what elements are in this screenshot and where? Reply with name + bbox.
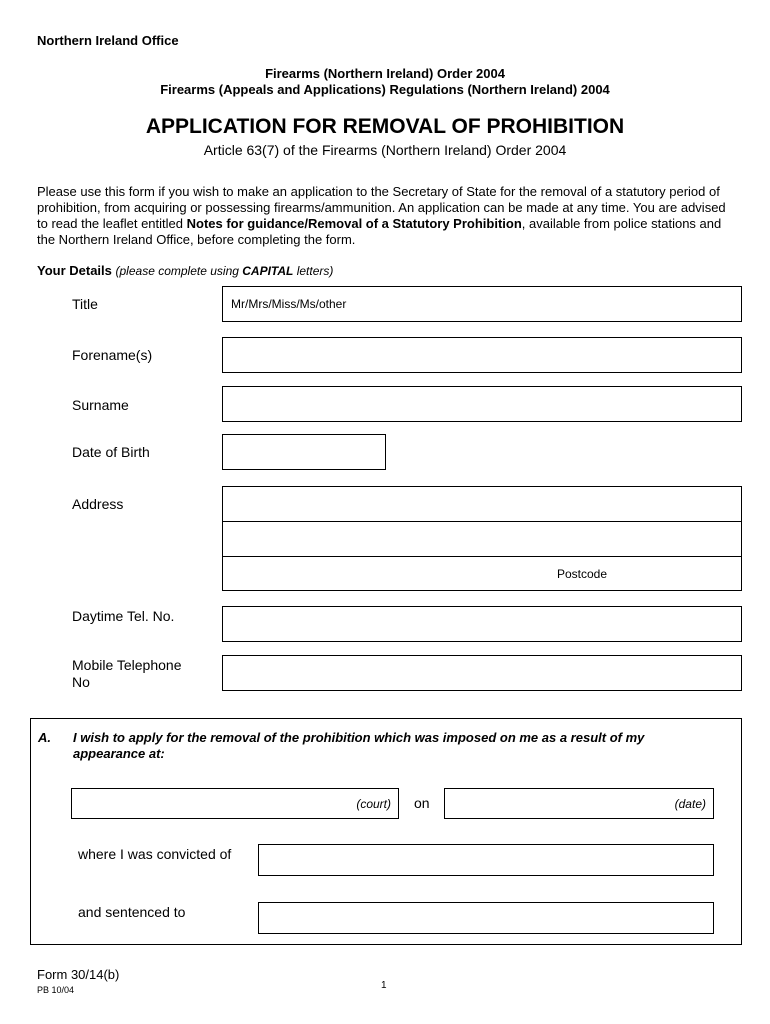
surname-label: Surname xyxy=(72,397,129,413)
postcode-label: Postcode xyxy=(557,567,608,581)
pb-code: PB 10/04 xyxy=(37,985,75,995)
office-name: Northern Ireland Office xyxy=(37,33,179,48)
mobile-label xyxy=(72,657,182,691)
details-hint-caps: CAPITAL xyxy=(242,264,294,278)
details-hint: (please complete using xyxy=(115,264,243,278)
address-line-2[interactable] xyxy=(222,521,742,557)
daytime-tel-field[interactable] xyxy=(222,606,742,642)
intro-text: Please use this form if you wish to make an application to the Secretary of State for the removal of a statutory period of prohibition, from acquiring or possessing firearms/ammunition. An application can be made at any time. You are advised to read the leaflet entitled xyxy=(37,184,726,231)
forename-field[interactable] xyxy=(222,337,742,373)
date-field[interactable] xyxy=(444,788,714,819)
notes-for-guidance: Notes for guidance xyxy=(186,216,305,231)
intro-slash: / xyxy=(304,216,308,231)
section-a-letter: A. xyxy=(38,730,51,745)
date-hint: (date) xyxy=(674,797,706,811)
mobile-label-line-2: No xyxy=(72,674,90,690)
intro-text-end: , available from police stations and the Northern Ireland Office, before completing the form. xyxy=(37,216,722,247)
on-label: on xyxy=(414,795,430,811)
details-heading xyxy=(37,263,333,278)
title-placeholder: Mr/Mrs/Miss/Ms/other xyxy=(231,297,347,311)
form-number: Form 30/14(b) xyxy=(37,967,120,982)
form-title: APPLICATION FOR REMOVAL OF PROHIBITION xyxy=(145,115,625,138)
daytime-tel-label: Daytime Tel. No. xyxy=(72,608,175,624)
conviction-field[interactable] xyxy=(258,844,714,876)
order-line: Firearms (Northern Ireland) Order 2004 xyxy=(265,66,505,81)
details-hint-end: letters) xyxy=(293,264,334,278)
section-a xyxy=(30,718,742,945)
court-field[interactable] xyxy=(71,788,399,819)
address-line-1[interactable] xyxy=(222,486,742,522)
dob-label: Date of Birth xyxy=(72,444,150,460)
court-hint: (court) xyxy=(356,797,391,811)
form-subtitle: Article 63(7) of the Firearms (Northern Ireland) Order 2004 xyxy=(203,142,567,158)
removal-of-statutory-prohibition: Removal of a Statutory Prohibition xyxy=(307,216,522,231)
sentenced-label: and sentenced to xyxy=(78,904,186,920)
title-field[interactable] xyxy=(222,286,742,322)
surname-field[interactable] xyxy=(222,386,742,422)
sentence-field[interactable] xyxy=(258,902,714,934)
regulations-line: Firearms (Appeals and Applications) Regulations (Northern Ireland) 2004 xyxy=(160,82,610,97)
intro-paragraph xyxy=(37,184,737,248)
mobile-label-line-1: Mobile Telephone xyxy=(72,657,182,673)
convicted-label: where I was convicted of xyxy=(78,846,232,862)
title-label: Title xyxy=(72,296,98,312)
forename-label: Forename(s) xyxy=(72,347,153,363)
details-heading-text: Your Details xyxy=(37,263,112,278)
address-line-3[interactable] xyxy=(222,556,742,591)
page-number: 1 xyxy=(381,980,387,991)
mobile-tel-field[interactable] xyxy=(222,655,742,691)
section-a-statement: I wish to apply for the removal of the prohibition which was imposed on me as a result of my appearance at: xyxy=(73,730,645,761)
dob-field[interactable] xyxy=(222,434,386,470)
address-label: Address xyxy=(72,496,124,512)
